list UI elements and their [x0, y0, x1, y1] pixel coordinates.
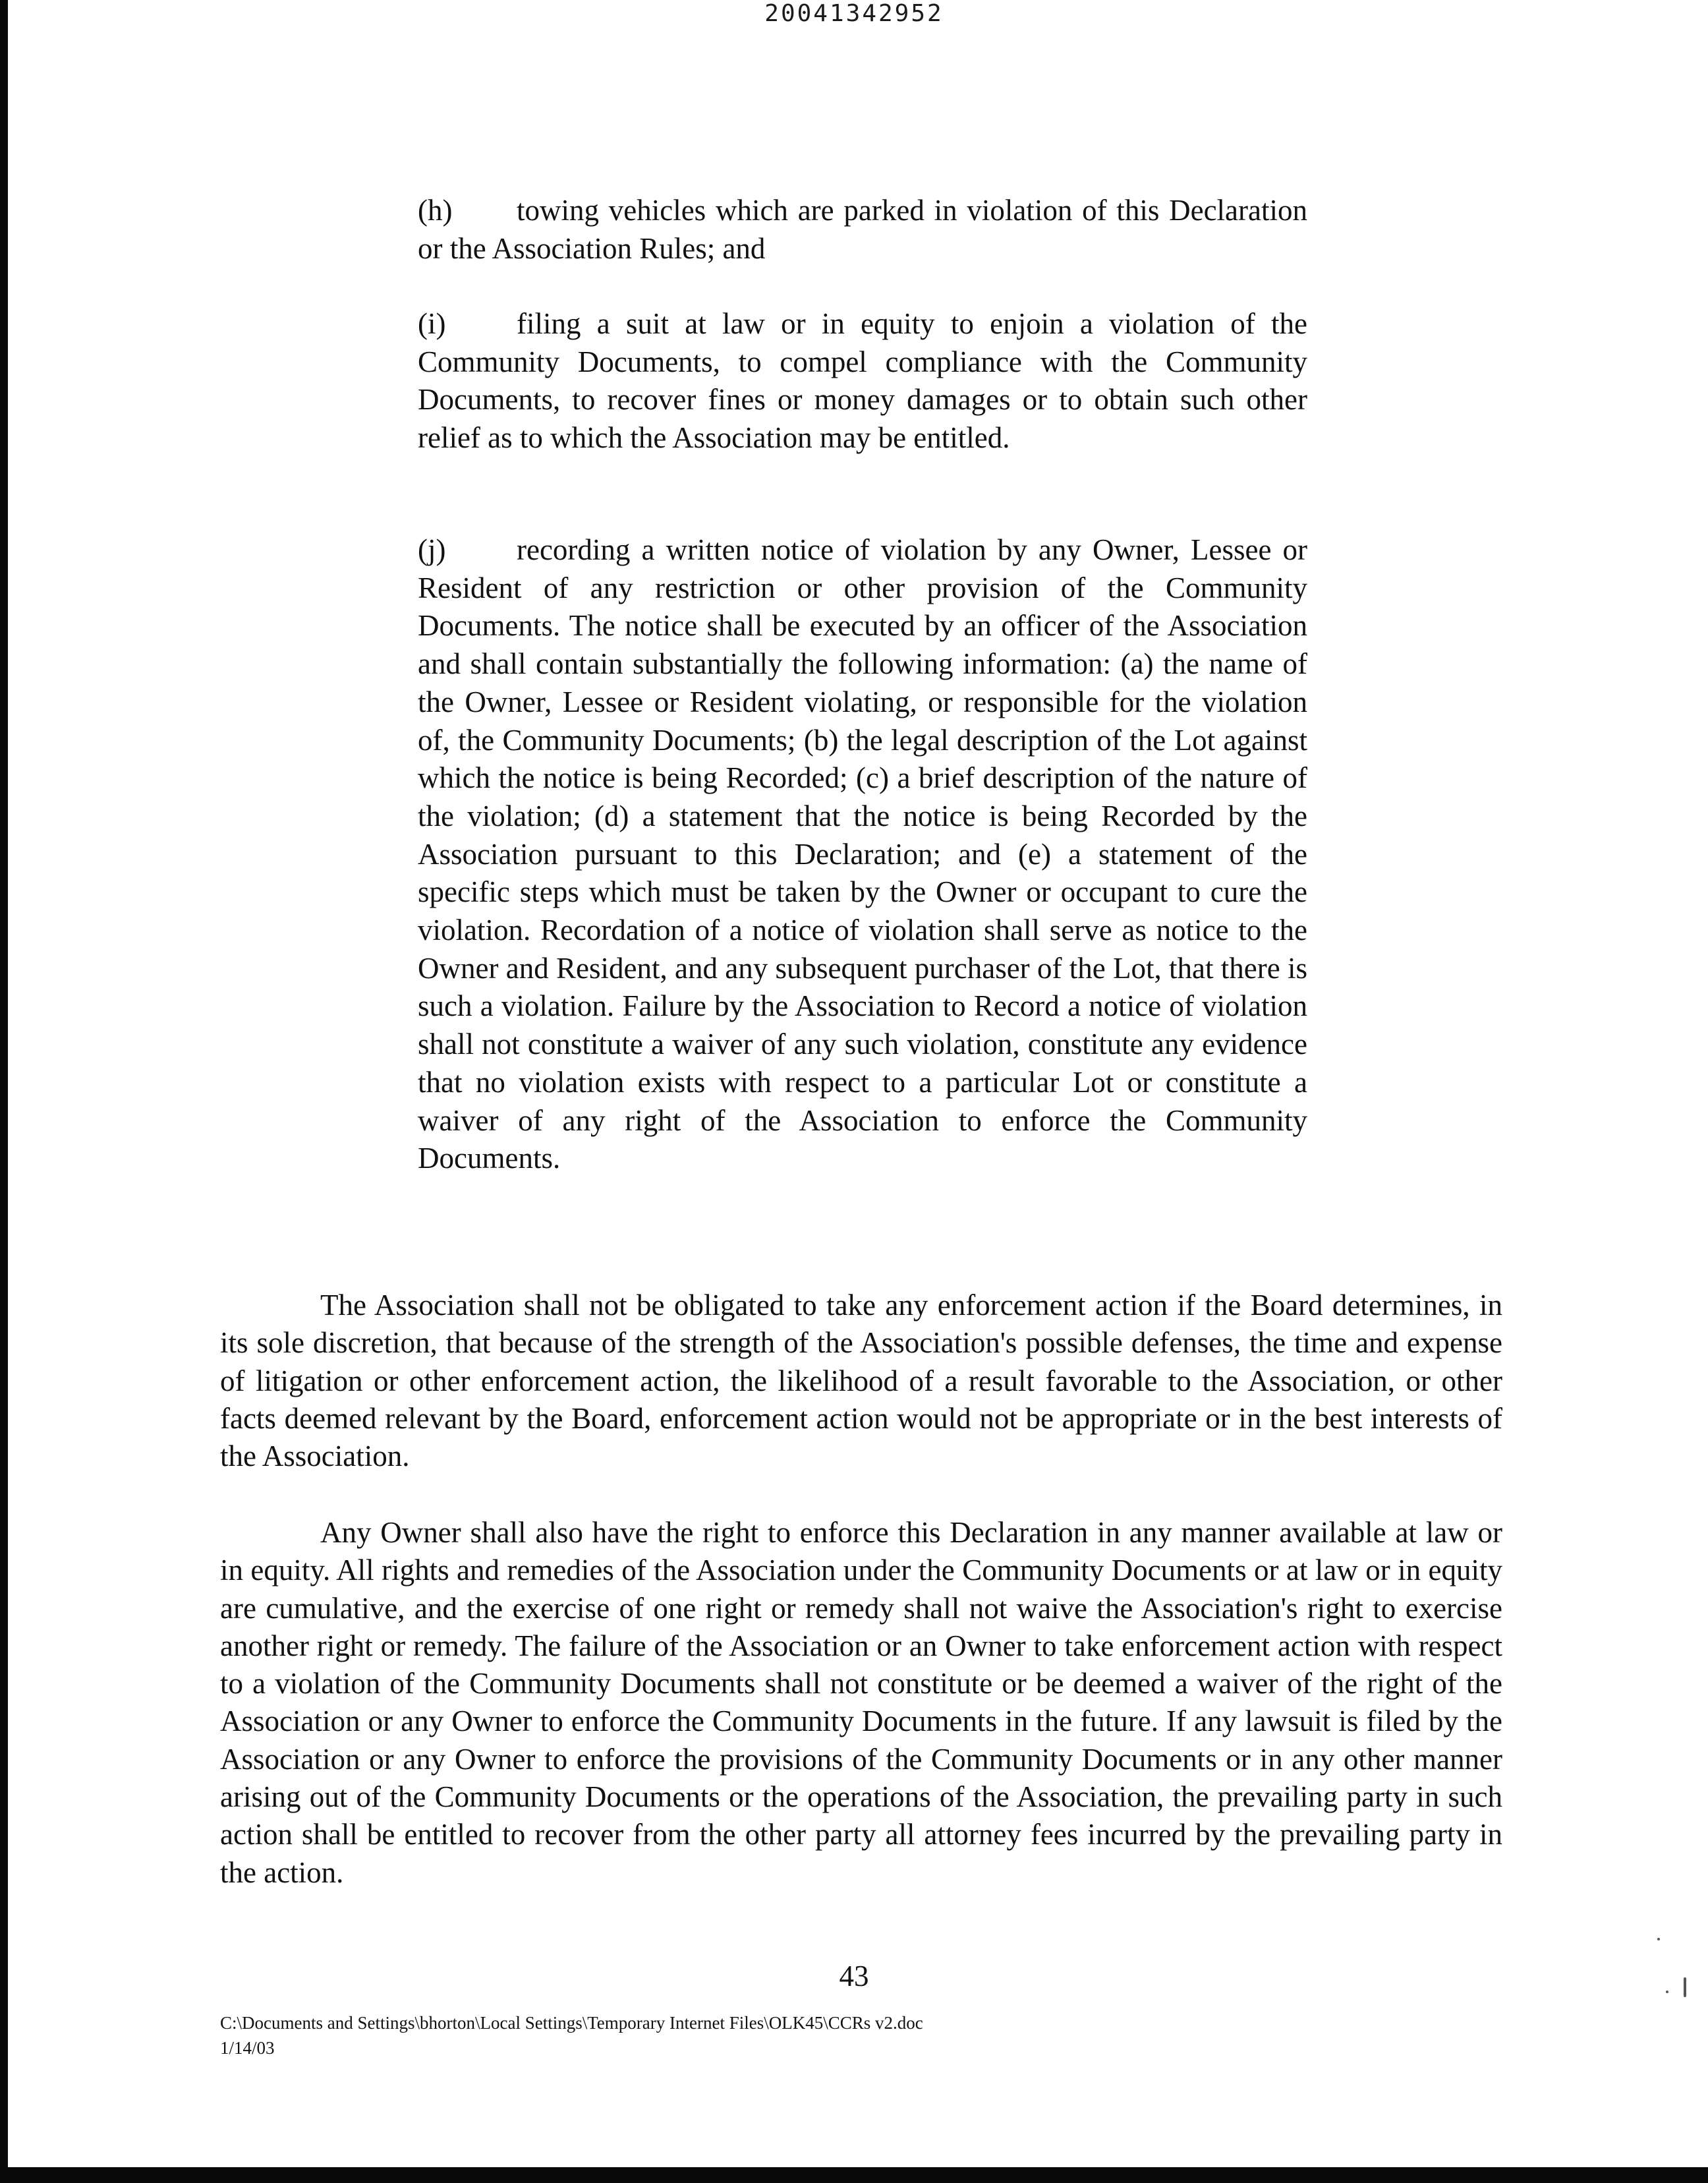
- footer-date: 1/14/03: [220, 2038, 275, 2058]
- list-item-h: [418, 192, 1307, 268]
- list-item-j: [418, 531, 1307, 1178]
- footer-file-path: C:\Documents and Settings\bhorton\Local Settings\Temporary Internet Files\OLK45\CCRs v2.doc: [220, 2013, 923, 2033]
- owner-enforcement-paragraph: Any Owner shall also have the right to enforce this Declaration in any manner available at law or in equity. All rights and remedies of the Association under the Community Documents or at law or in equity are cumulative, and the exercise of one right or remedy shall not waive the Association's right to exercise another right or remedy. The failure of the Association or an Owner to take enforcement action with respect to a violation of the Community Documents shall not constitute or be deemed a waiver of the right of the Association or any Owner to enforce the Community Documents in the future. If any lawsuit is filed by the Association or any Owner to enforce the provisions of the Community Documents or in any other manner arising out of the Community Documents or the operations of the Association, the prevailing party in such action shall be entitled to recover from the other party all attorney fees incurred by the prevailing party in the action.: [220, 1516, 1502, 1889]
- scan-border-left: [0, 0, 8, 2183]
- list-item-text: towing vehicles which are parked in violation of this Declaration or the Association Rules; and: [418, 194, 1307, 265]
- scan-speck: [1684, 1977, 1686, 1997]
- list-item-label: (h): [418, 194, 453, 227]
- list-item-label: (j): [418, 533, 446, 566]
- scan-border-bottom: [0, 2167, 1708, 2183]
- page-number: 43: [839, 1960, 869, 1993]
- list-item-i: [418, 305, 1307, 457]
- list-item-text: filing a suit at law or in equity to enjoin a violation of the Community Documents, to compel compliance with the Community Documents, to recover fines or money damages or to obtain such other relief as to which the Association may be entitled.: [418, 307, 1307, 455]
- list-item-label: (i): [418, 307, 446, 340]
- scan-speck: [1657, 1938, 1660, 1940]
- list-item-text: recording a written notice of violation by any Owner, Lessee or Resident of any restriction or other provision of the Community Documents. The notice shall be executed by an officer of the Association and shall contain substantially the following information: (a) the name of the Owner, Lessee or Resident violating, or responsible for the violation of, the Community Documents; (b) the legal description of the Lot against which the notice is being Recorded; (c) a brief description of the nature of the violation; (d) a statement that the notice is being Recorded by the Association pursuant to this Declaration; and (e) a statement of the specific steps which must be taken by the Owner or occupant to cure the violation. Recordation of a notice of violation shall serve as notice to the Owner and Resident, and any subsequent purchaser of the Lot, that there is such a violation. Failure by the Association to Record a notice of violation shall not constitute a waiver of any such violation, constitute any evidence that no violation exists with respect to a particular Lot or constitute a waiver of any right of the Association to enforce the Community Documents.: [418, 533, 1307, 1175]
- document-number: 20041342952: [764, 0, 944, 27]
- scan-speck: [1666, 1991, 1668, 1993]
- enforcement-discretion-paragraph: The Association shall not be obligated to take any enforcement action if the Board determines, in its sole discretion, that because of the strength of the Association's possible defenses, the time and expense of litigation or other enforcement action, the likelihood of a result favorable to the Association, or other facts deemed relevant by the Board, enforcement action would not be appropriate or in the best interests of the Association.: [220, 1289, 1502, 1473]
